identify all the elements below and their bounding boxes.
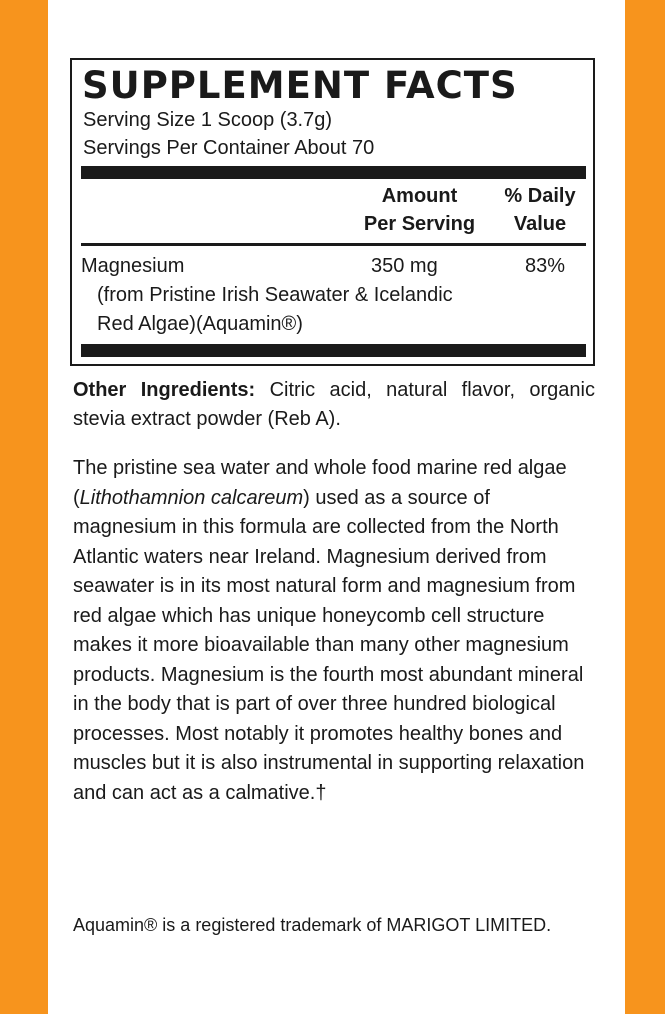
serving-size: Serving Size 1 Scoop (3.7g) [83, 109, 333, 131]
thin-divider [81, 243, 586, 246]
servings-per-container: Servings Per Container About 70 [83, 137, 375, 159]
dv-header-line1: % Daily [504, 185, 576, 207]
nutrient-source-line1: (from Pristine Irish Seawater & Icelandic [97, 284, 453, 306]
nutrient-name: Magnesium [81, 255, 185, 277]
nutrient-daily-value: 83% [525, 255, 566, 277]
left-orange-stripe [0, 0, 48, 1014]
other-ingredients-label: Other Ingredients: [73, 379, 256, 401]
supplement-facts-panel [70, 58, 595, 366]
thick-divider-bottom [81, 344, 586, 357]
other-ingredients [73, 376, 595, 434]
amount-header-line2: Per Serving [363, 213, 476, 235]
dv-header-line2: Value [513, 213, 567, 235]
nutrient-amount: 350 mg [371, 255, 438, 277]
daily-value-header [490, 182, 590, 238]
amount-header [347, 182, 492, 238]
description-part2: ) used as a source of magnesium in this formula are collected from the North Atlantic waters near Ireland. Magnesium derived from seawater is in its most natural form and magnesium from red algae which has unique honeycomb cell structure makes it more bioavailable than many other magnesium products. Magnesium is the fourth most abundant mineral in the body that is part of over three hundred biological processes. Most notably it promotes healthy bones and muscles but it is also instrumental in supporting relaxation and can act as a calmative.† [73, 486, 585, 804]
facts-title: SUPPLEMENT FACTS [82, 64, 518, 107]
nutrient-source [97, 281, 577, 339]
amount-header-line1: Amount [381, 185, 458, 207]
thick-divider-top [81, 166, 586, 179]
product-description [73, 454, 595, 808]
right-orange-stripe [625, 0, 665, 1014]
description-scientific-name: Lithothamnion calcareum [79, 486, 304, 509]
trademark-notice: Aquamin® is a registered trademark of MARIGOT LIMITED. [73, 915, 552, 935]
nutrient-source-line2: Red Algae)(Aquamin®) [97, 313, 303, 335]
description-part1: The pristine sea water and whole food marine red algae ( [73, 457, 567, 509]
other-ingredients-text: Citric acid, natural flavor, organic stevia extract powder (Reb A). [73, 379, 595, 430]
